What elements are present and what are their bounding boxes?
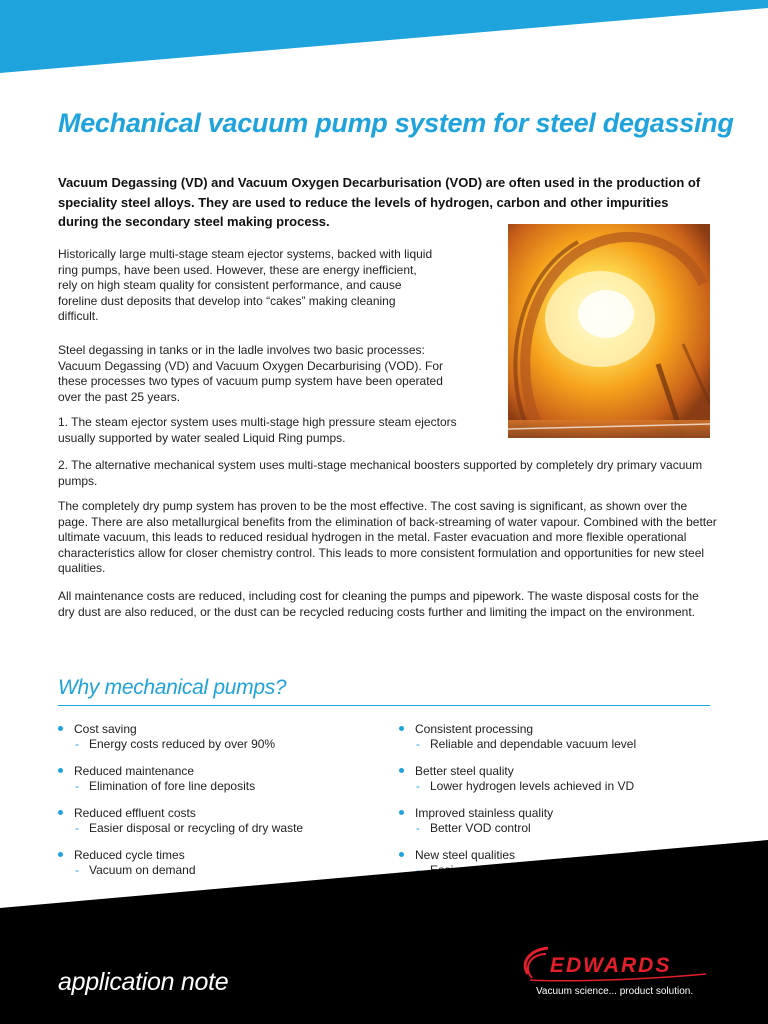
benefit-detail: Elimination of fore line deposits <box>89 779 256 793</box>
bullet-dot-icon <box>58 768 63 773</box>
benefit-item <box>399 764 699 806</box>
bullet-dot-icon <box>58 726 63 731</box>
benefit-title: Better steel quality <box>415 764 514 778</box>
dash-marker: - <box>75 821 79 835</box>
benefit-detail: Better VOD control <box>430 821 531 835</box>
dash-marker: - <box>416 779 420 793</box>
steam-ejector-paragraph: 1. The steam ejector system uses multi-stage high pressure steam ejectors usually supported by water sealed Liquid Ring pumps. <box>58 415 457 445</box>
dash-marker: - <box>416 737 420 751</box>
section-divider <box>58 705 710 706</box>
benefit-detail: Easier disposal or recycling of dry waste <box>89 821 304 835</box>
dash-marker: - <box>75 863 79 877</box>
maintenance-paragraph: All maintenance costs are reduced, including cost for cleaning the pumps and pipework. The waste disposal costs for the dry dust are also reduced, or the dust can be recycled reducing costs further and limiting the impact on the environment. <box>58 589 699 619</box>
edwards-logo <box>522 944 708 984</box>
molten-steel-photo <box>508 224 710 438</box>
mechanical-system-paragraph: 2. The alternative mechanical system uses multi-stage mechanical boosters supported by completely dry primary vacuum pumps. <box>58 458 703 488</box>
page-title: Mechanical vacuum pump system for steel degassing <box>58 108 734 138</box>
dash-marker: - <box>75 779 79 793</box>
benefit-title: New steel qualities <box>415 848 516 862</box>
top-blue-banner <box>0 0 768 80</box>
processes-paragraph: Steel degassing in tanks or in the ladle involves two basic processes: Vacuum Degassing (VD) and Vacuum Oxygen Decarburising (VOD). For these processes two types of vacuum pump system have been operated over the past 25 years. <box>58 343 444 404</box>
intro-paragraph: Vacuum Degassing (VD) and Vacuum Oxygen Decarburisation (VOD) are often used in the production of speciality steel alloys. They are used to reduce the levels of hydrogen, carbon and other impurities during the secondary steel making process. <box>58 175 701 229</box>
bullet-dot-icon <box>399 726 404 731</box>
benefit-title: Reduced effluent costs <box>74 806 196 820</box>
benefit-title: Improved stainless quality <box>415 806 554 820</box>
benefit-item <box>399 722 699 764</box>
benefit-detail: Energy costs reduced by over 90% <box>89 737 276 751</box>
dry-pump-paragraph: The completely dry pump system has proven to be the most effective. The cost saving is significant, as shown over the page. There are also metallurgical benefits from the elimination of back-streaming of water vapour. Combined with the better ultimate vacuum, this leads to reduced residual hydrogen in the metal. Faster evacuation and more flexible operational characteristics allow for closer chemistry control. This leads to more consistent formulation and opportunities for new steel qualities. <box>58 499 717 575</box>
history-paragraph: Historically large multi-stage steam ejector systems, backed with liquid ring pumps, have been used. However, these are energy inefficient, rely on high steam quality for consistent performance, and cause foreline dust deposits that develop into “cakes” making cleaning difficult. <box>58 247 433 323</box>
benefit-title: Reduced cycle times <box>74 848 185 862</box>
why-heading: Why mechanical pumps? <box>58 676 287 699</box>
bullet-dot-icon <box>399 810 404 815</box>
dash-marker: - <box>416 863 420 877</box>
application-note-label: application note <box>58 968 229 996</box>
benefit-title: Cost saving <box>74 722 137 736</box>
benefit-item <box>58 722 358 764</box>
brand-tagline: Vacuum science... product solution. <box>536 986 694 997</box>
dash-marker: - <box>416 821 420 835</box>
benefit-detail: Lower hydrogen levels achieved in VD <box>430 779 635 793</box>
dash-marker: - <box>75 737 79 751</box>
benefit-detail: Vacuum on demand <box>89 863 196 877</box>
bullet-dot-icon <box>58 810 63 815</box>
benefit-detail: Reliable and dependable vacuum level <box>430 737 637 751</box>
benefit-title: Consistent processing <box>415 722 534 736</box>
brand-name: EDWARDS <box>550 954 672 977</box>
benefit-item <box>58 764 358 806</box>
bullet-dot-icon <box>399 768 404 773</box>
benefit-title: Reduced maintenance <box>74 764 195 778</box>
